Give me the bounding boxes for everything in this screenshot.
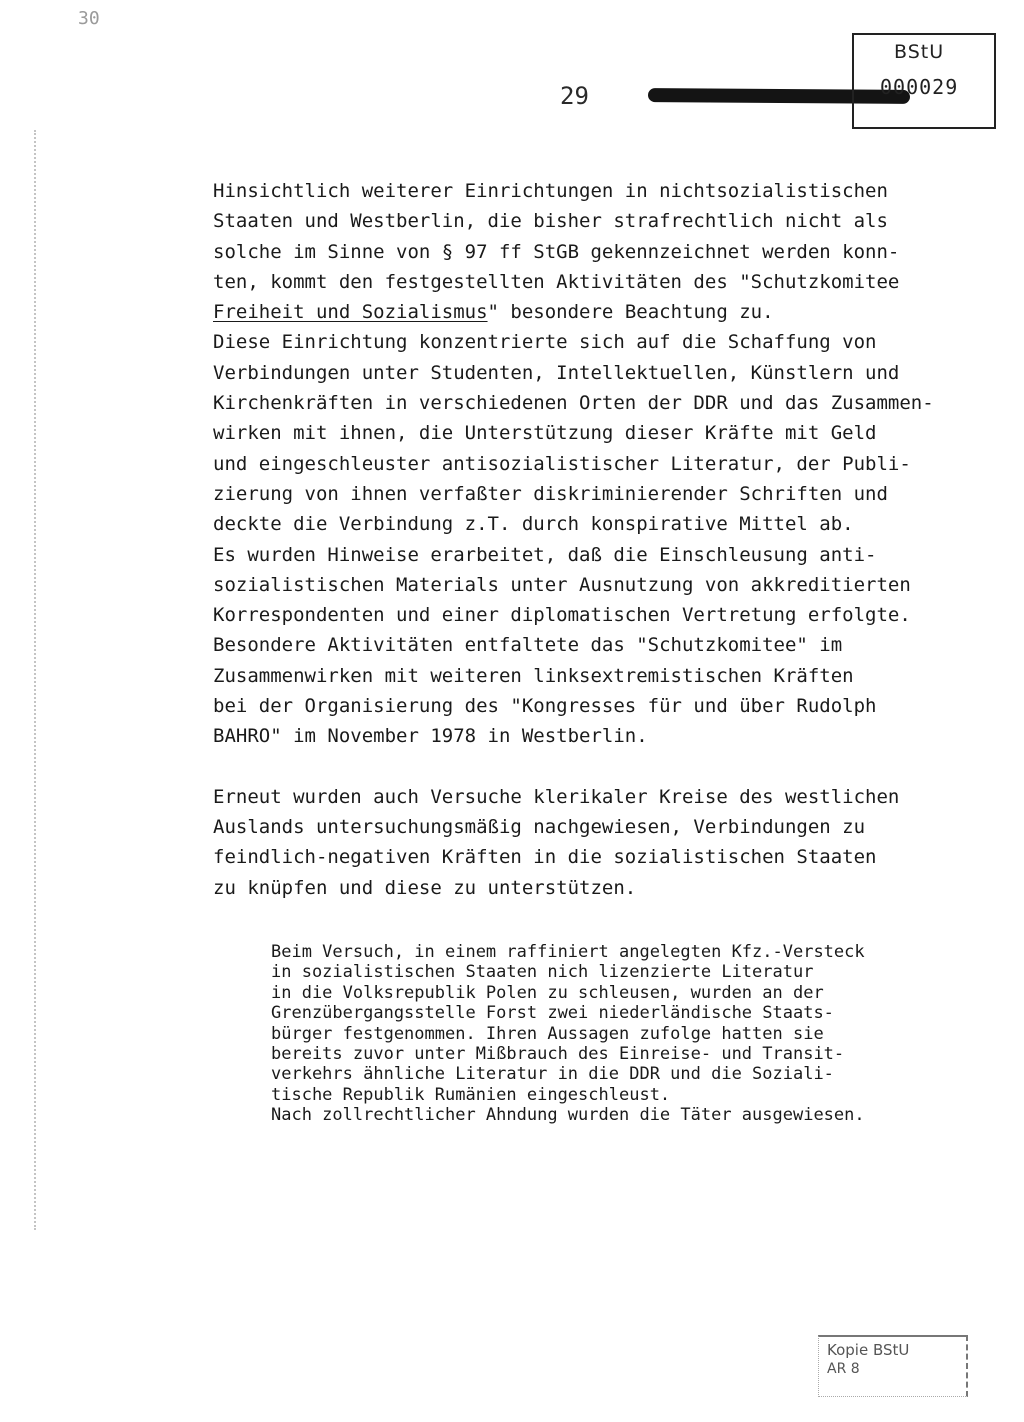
text-line: ten, kommt den festgestellten Aktivitäten des "Schutzkomitee — [213, 270, 900, 293]
archive-stamp-number: 000029 — [880, 75, 959, 99]
copy-stamp-line-2: AR 8 — [827, 1361, 860, 1377]
text-line: Es wurden Hinweise erarbeitet, daß die Einschleusung anti- — [213, 543, 877, 566]
text-line-rest: " besondere Beachtung zu. — [487, 301, 774, 324]
corner-page-mark: 30 — [78, 8, 100, 29]
text-line: BAHRO" im November 1978 in Westberlin. — [213, 725, 648, 748]
text-line: verkehrs ähnliche Literatur in die DDR und die Soziali- — [271, 1064, 834, 1085]
text-line: Hinsichtlich weiterer Einrichtungen in nichtsozialistischen — [213, 180, 888, 202]
text-line: zu knüpfen und diese zu unterstützen. — [213, 876, 637, 899]
text-line: Verbindungen unter Studenten, Intellektuellen, Künstlern und — [213, 361, 900, 384]
text-line: in die Volksrepublik Polen zu schleusen, wurden an der — [271, 982, 824, 1003]
text-line: deckte die Verbindung z.T. durch konspirative Mittel ab. — [213, 513, 854, 536]
text-line: zierung von ihnen verfaßter diskriminierender Schriften und — [213, 482, 888, 505]
example-block — [271, 942, 1011, 1126]
text-line: Zusammenwirken mit weiteren linksextremistischen Kräften — [213, 664, 854, 687]
text-line: solche im Sinne von § 97 ff StGB gekennzeichnet werden konn- — [213, 240, 900, 263]
copy-stamp — [818, 1335, 968, 1397]
text-line: Staaten und Westberlin, die bisher strafrechtlich nicht als — [213, 210, 888, 233]
text-line: bürger festgenommen. Ihren Aussagen zufolge hatten sie — [271, 1023, 824, 1044]
body-text — [213, 176, 993, 903]
page-number: 29 — [560, 82, 589, 110]
text-line — [213, 297, 993, 327]
text-line: bei der Organisierung des "Kongresses für und über Rudolph — [213, 695, 877, 718]
text-line: Diese Einrichtung konzentrierte sich auf die Schaffung von — [213, 331, 877, 354]
paragraph-gap — [213, 752, 993, 782]
scan-edge-line — [34, 130, 38, 1230]
text-line: Nach zollrechtlicher Ahndung wurden die Täter ausgewiesen. — [271, 1105, 865, 1126]
text-line: in sozialistischen Staaten nich lizenzierte Literatur — [271, 962, 814, 983]
underlined-organization-name: Freiheit und Sozialismus — [213, 301, 488, 324]
copy-stamp-line-1: Kopie BStU — [827, 1341, 910, 1359]
text-line: feindlich-negativen Kräften in die sozialistischen Staaten — [213, 846, 877, 869]
paragraph-2 — [213, 327, 993, 751]
text-line: Beim Versuch, in einem raffiniert angelegten Kfz.-Versteck — [271, 942, 865, 962]
text-line: sozialistischen Materials unter Ausnutzung von akkreditierten — [213, 573, 911, 596]
archive-stamp — [852, 33, 996, 129]
text-line: Besondere Aktivitäten entfaltete das "Schutzkomitee" im — [213, 634, 843, 657]
text-line: wirken mit ihnen, die Unterstützung dieser Kräfte mit Geld — [213, 422, 877, 445]
paragraph-3 — [213, 782, 993, 903]
text-line: Grenzübergangsstelle Forst zwei niederländische Staats- — [271, 1003, 834, 1024]
archive-stamp-org: BStU — [894, 41, 945, 63]
text-line: Kirchenkräften in verschiedenen Orten der DDR und das Zusammen- — [213, 392, 934, 415]
text-line: bereits zuvor unter Mißbrauch des Einreise- und Transit- — [271, 1043, 845, 1064]
text-line: und eingeschleuster antisozialistischer Literatur, der Publi- — [213, 452, 911, 475]
text-line: tische Republik Rumänien eingeschleust. — [271, 1084, 671, 1105]
text-line: Korrespondenten und einer diplomatischen Vertretung erfolgte. — [213, 604, 911, 627]
text-line: Erneut wurden auch Versuche klerikaler Kreise des westlichen — [213, 785, 900, 808]
paragraph-1 — [213, 176, 993, 327]
text-line: Auslands untersuchungsmäßig nachgewiesen, Verbindungen zu — [213, 815, 866, 838]
